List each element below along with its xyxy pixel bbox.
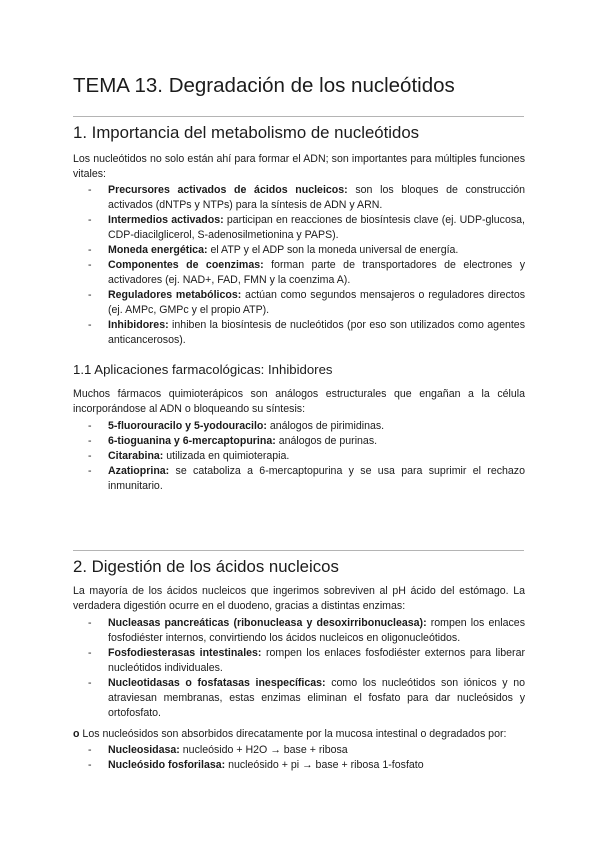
title-divider — [73, 116, 524, 117]
bullet-dash: - — [88, 759, 92, 771]
bullet-dash: - — [88, 450, 92, 462]
section-1-list — [88, 183, 525, 348]
bullet-dash: - — [88, 420, 92, 432]
document-title: TEMA 13. Degradación de los nucleótidos — [73, 74, 455, 97]
section-2-list — [88, 616, 525, 721]
outro-marker: o — [73, 728, 80, 740]
section-2-degradation-list — [88, 743, 525, 773]
bullet-dash: - — [88, 677, 92, 689]
section-2-outro: o Los nucleósidos son absorbidos direcatamente por la mucosa intestinal o degradados por: — [73, 728, 507, 740]
bullet-dash: - — [88, 617, 92, 629]
bullet-dash: - — [88, 214, 92, 226]
section-2-intro: La mayoría de los ácidos nucleicos que ingerimos sobreviven al pH ácido del estómago. La verdadera digestión ocurre en el duodeno, gracias a distintas enzimas: — [73, 585, 525, 612]
bullet-dash: - — [88, 259, 92, 271]
list-item: - Precursores activados de ácidos nucleicos: son los bloques de construcción activados (dNTPs y NTPs) para la síntesis de ADN y ARN. — [88, 184, 525, 211]
bullet-dash: - — [88, 289, 92, 301]
list-item: - Reguladores metabólicos: actúan como segundos mensajeros o reguladores directos (ej. AMPc, GMPc y el propio ATP). — [88, 289, 526, 316]
bullet-dash: - — [88, 465, 92, 477]
list-item: - Nucleotidasas o fosfatasas inespecíficas: como los nucleótidos son iónicos y no atraviesan membranas, estas enzimas eliminan el fosfato para dar nucleósidos y ortofosfato. — [88, 677, 525, 719]
bullet-dash: - — [88, 184, 92, 196]
section-1-1-list — [88, 419, 525, 494]
list-item: - Nucleósido fosforilasa: nucleósido + pi → base + ribosa 1-fosfato — [88, 759, 424, 771]
list-item: - Componentes de coenzimas: forman parte de transportadores de electrones y activadores (ej. NAD+, FAD, FMN y la coenzima A). — [88, 259, 525, 286]
section-1-1-intro: Muchos fármacos quimioterápicos son análogos estructurales que engañan a la célula incorporándose al ADN o bloqueando su síntesis: — [73, 388, 525, 415]
list-item: - Nucleasas pancreáticas (ribonucleasa y desoxirribonucleasa): rompen los enlaces fosfodiéster internos, convirtiendo los ácidos nucleicos en oligonucleótidos. — [88, 617, 525, 644]
section-2-divider — [73, 550, 524, 551]
list-item: - 6-tioguanina y 6-mercaptopurina: análogos de purinas. — [88, 435, 378, 447]
bullet-dash: - — [88, 244, 92, 256]
list-item: - Fosfodiesterasas intestinales: rompen los enlaces fosfodiéster externos para liberar nucleótidos individuales. — [88, 647, 525, 674]
bullet-dash: - — [88, 435, 92, 447]
list-item: - Moneda energética: el ATP y el ADP son la moneda universal de energía. — [88, 244, 459, 256]
bullet-dash: - — [88, 319, 92, 331]
list-item: - 5-fluorouracilo y 5-yodouracilo: análogos de pirimidinas. — [88, 420, 385, 432]
section-1-intro: Los nucleótidos no solo están ahí para formar el ADN; son importantes para múltiples funciones vitales: — [73, 153, 525, 180]
section-1-heading: 1. Importancia del metabolismo de nucleótidos — [73, 123, 420, 142]
section-2-heading: 2. Digestión de los ácidos nucleicos — [73, 557, 339, 576]
list-item: - Nucleosidasa: nucleósido + H2O → base + ribosa — [88, 744, 348, 756]
list-item: - Intermedios activados: participan en reacciones de biosíntesis clave (ej. UDP-glucosa, CDP-diacilglicerol, S-adenosilmetionina y PAPS). — [88, 214, 525, 241]
bullet-dash: - — [88, 647, 92, 659]
list-item: - Inhibidores: inhiben la biosíntesis de nucleótidos (por eso son utilizados como agentes anticancerosos). — [88, 319, 525, 346]
list-item: - Azatioprina: se cataboliza a 6-mercaptopurina y se usa para suprimir el rechazo inmunitario. — [88, 465, 525, 492]
bullet-dash: - — [88, 744, 92, 756]
section-1-1-heading: 1.1 Aplicaciones farmacológicas: Inhibidores — [73, 362, 333, 377]
list-item: - Citarabina: utilizada en quimioterapia. — [88, 450, 290, 462]
